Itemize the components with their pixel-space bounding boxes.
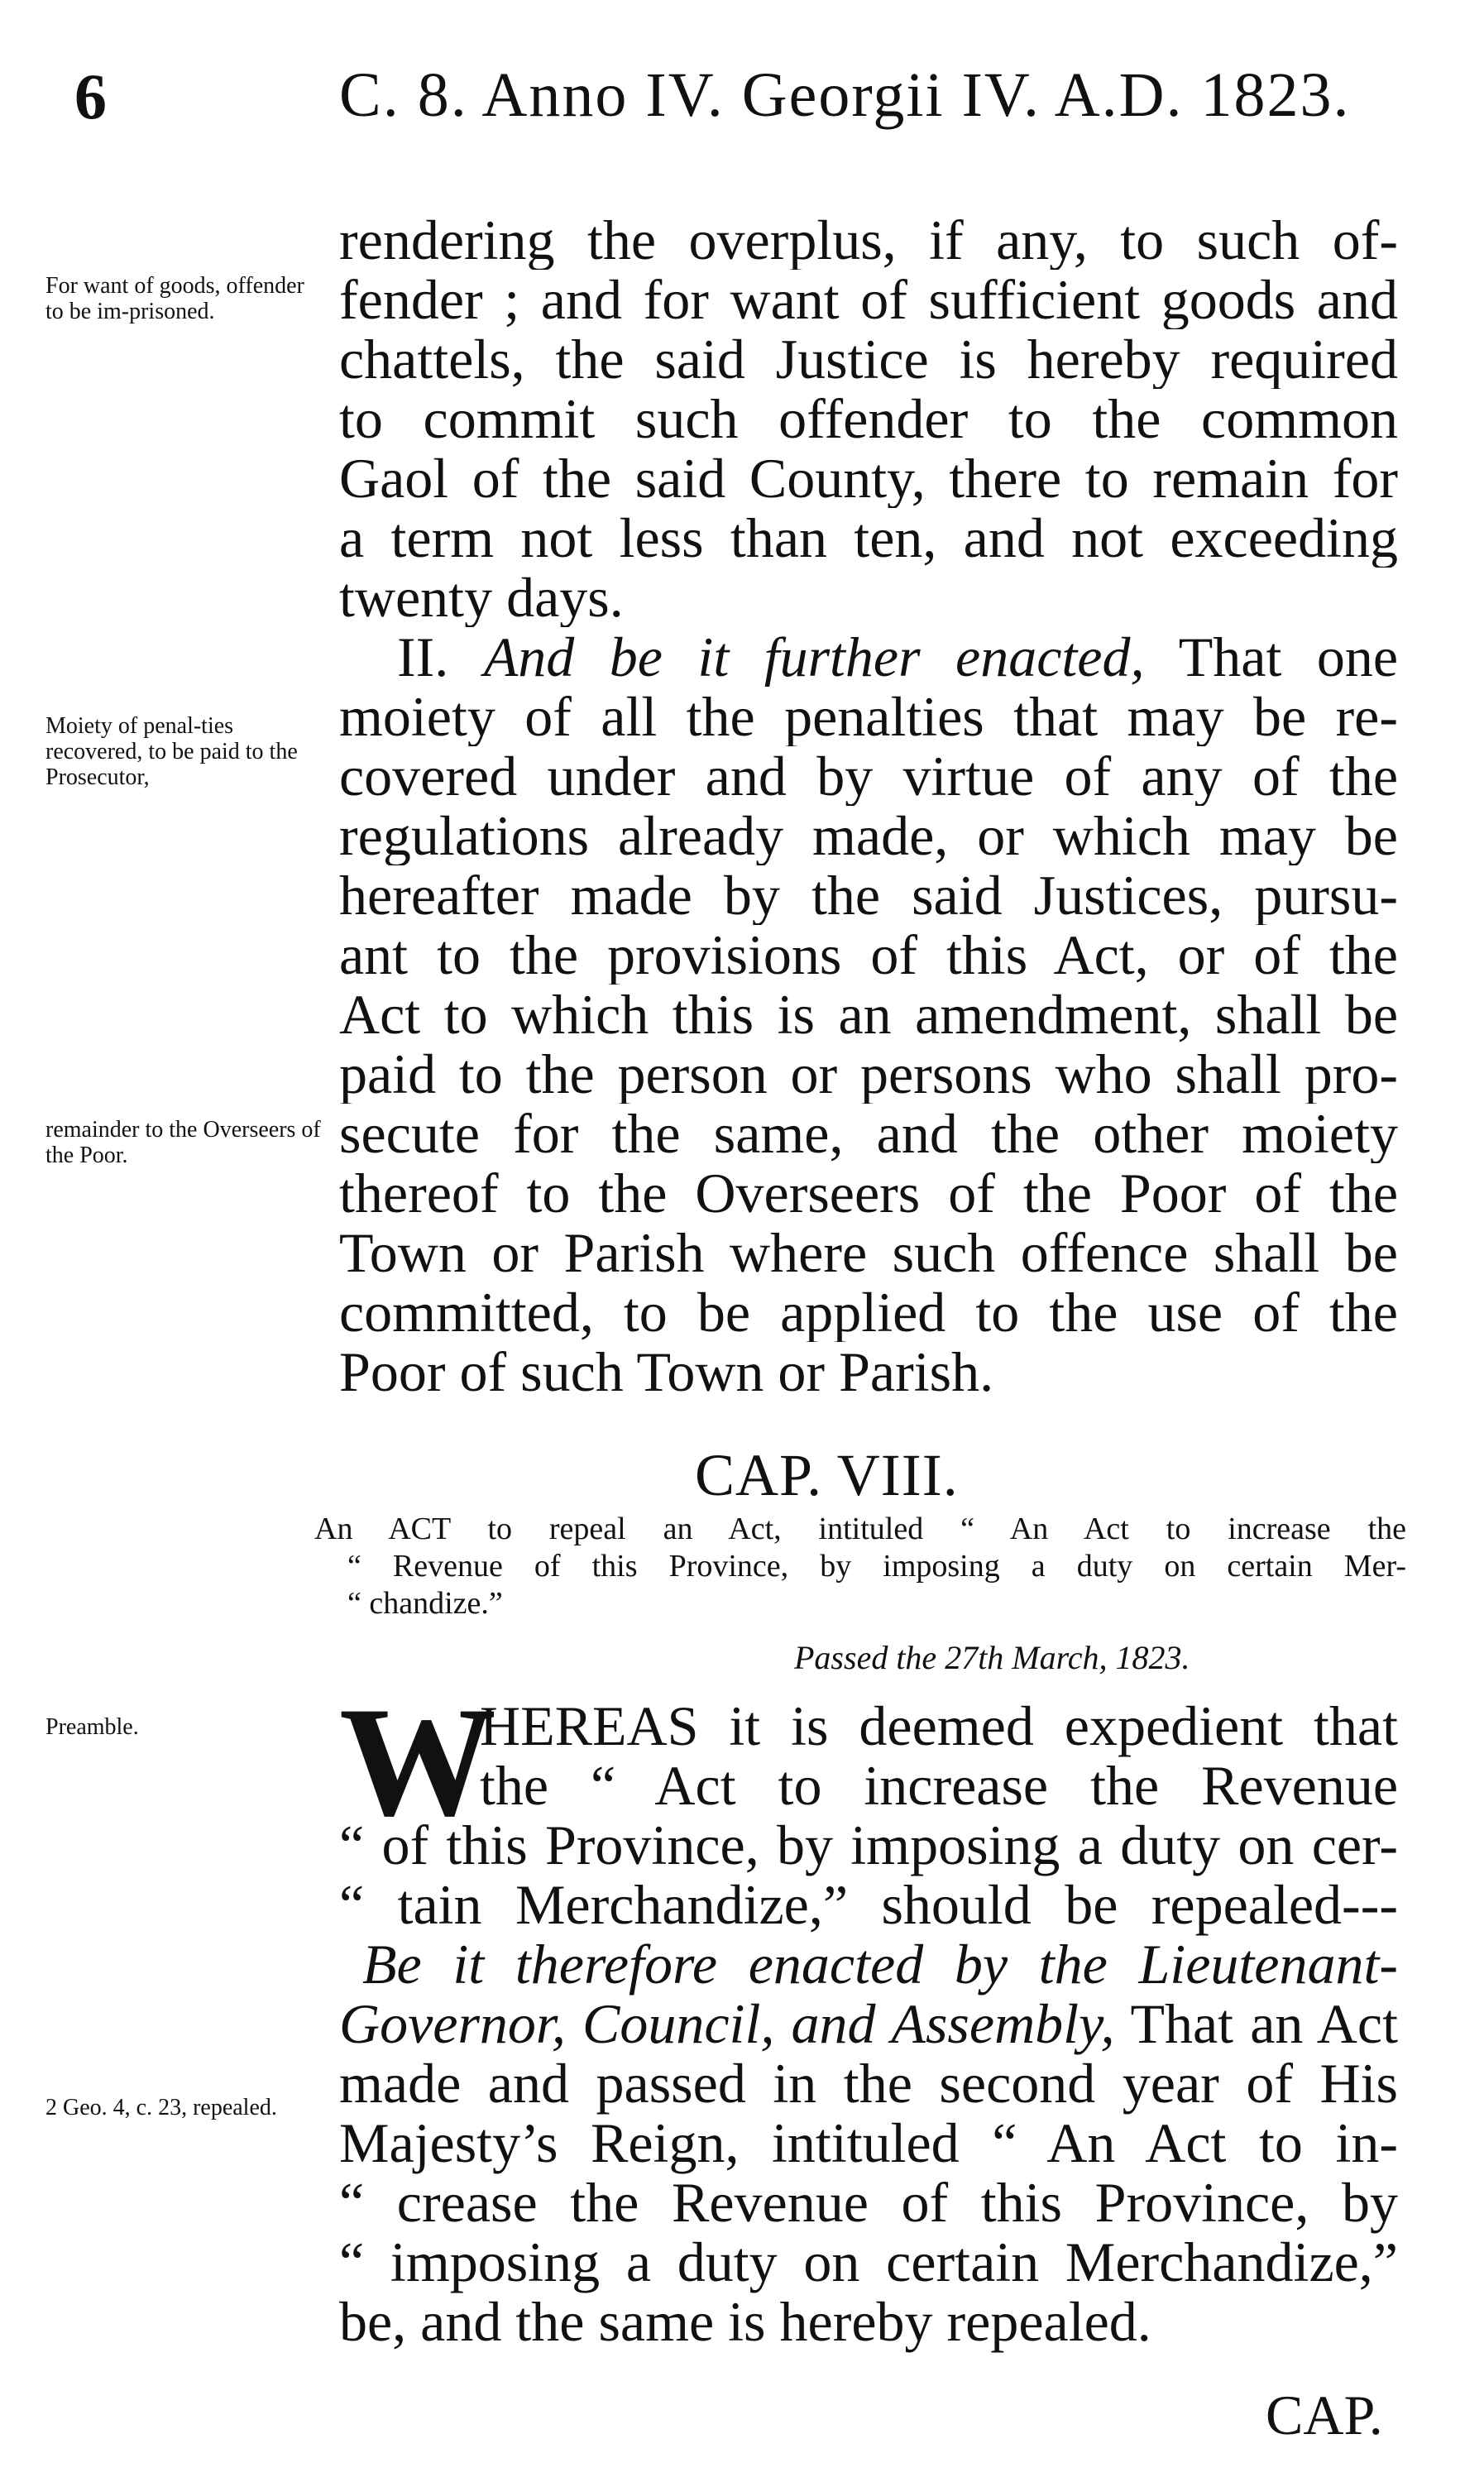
text-line: “ imposing a duty on certain Merchandize,”: [339, 2230, 1398, 2293]
enacting-line: [339, 1934, 1398, 1994]
text-line: secute for the same, and the other moiety: [339, 1104, 1398, 1163]
text-line: be, and the same is hereby repealed.: [339, 2290, 1151, 2353]
enacting-line: [339, 1994, 1398, 2053]
text-line: paid to the person or persons who shall pro-: [339, 1044, 1398, 1104]
text-line: rendering the overplus, if any, to such of-: [339, 210, 1398, 270]
drop-cap: W: [339, 1675, 496, 1849]
text-line: thereof to the Overseers of the Poor of the: [339, 1163, 1398, 1223]
enacting-rest: That an Act: [1130, 1992, 1398, 2055]
running-head: C. 8. Anno IV. Georgii IV. A.D. 1823.: [339, 60, 1351, 130]
passed-date: Passed the 27th March, 1823.: [794, 1639, 1190, 1676]
text-line: HEREAS it is deemed expedient that: [480, 1694, 1398, 1757]
section-1-text: [339, 210, 1398, 627]
preamble-text: [339, 1675, 1398, 2353]
text-line: “ tain Merchandize,” should be repealed---: [339, 1873, 1398, 1936]
text-line: Town or Parish where such offence shall be: [339, 1223, 1398, 1282]
text-line: the “ Act to increase the Revenue: [480, 1754, 1398, 1817]
act-title-line: “ Revenue of this Province, by imposing a duty on certain Mer-: [347, 1549, 1406, 1584]
enacting-clause: Be it therefore enacted by the Lieutenant-: [362, 1933, 1398, 1996]
enacting-clause: Governor, Council, and Assembly,: [339, 1992, 1115, 2055]
page-number: 6: [74, 60, 107, 132]
catchword: CAP.: [1266, 2384, 1383, 2446]
text-line: “ of this Province, by imposing a duty on cer-: [339, 1814, 1398, 1876]
section-numeral: II.: [397, 627, 449, 687]
text-line: Act to which this is an amendment, shall be: [339, 985, 1398, 1044]
text-line: fender ; and for want of sufficient goods and: [339, 270, 1398, 329]
margin-note: 2 Geo. 4, c. 23, repealed.: [45, 2095, 277, 2120]
act-title-line: “ chandize.”: [347, 1586, 503, 1621]
section-2-text: [339, 627, 1398, 1402]
margin-note: For want of goods, offender to be im-prisoned.: [45, 273, 304, 324]
text-line: made and passed in the second year of His: [339, 2052, 1398, 2115]
text-line: Poor of such Town or Parish.: [339, 1342, 994, 1402]
text-line: moiety of all the penalties that may be re-: [339, 687, 1398, 746]
text-line: “ crease the Revenue of this Province, by: [339, 2171, 1398, 2234]
text-line: chattels, the said Justice is hereby required: [339, 329, 1398, 389]
text-line: hereafter made by the said Justices, pursu-: [339, 865, 1398, 925]
text-line: Gaol of the said County, there to remain for: [339, 448, 1398, 508]
act-title-line: An ACT to repeal an Act, intituled “ An Act to increase the: [314, 1512, 1406, 1546]
act-title: [314, 1511, 1406, 1622]
margin-note: Moiety of penal-ties recovered, to be paid to the Prosecutor,: [45, 713, 298, 790]
text-line: twenty days.: [339, 568, 624, 627]
page-header: [74, 60, 1431, 159]
intro-rest: That one: [1178, 627, 1398, 687]
text-line: to commit such offender to the common: [339, 389, 1398, 448]
text-line: ant to the provisions of this Act, or of the: [339, 925, 1398, 985]
section-2-intro: [339, 627, 1398, 687]
text-line: Majesty’s Reign, intituled “ An Act to in-: [339, 2111, 1398, 2174]
margin-note: remainder to the Overseers of the Poor.: [45, 1117, 321, 1168]
chapter-title: CAP. VIII.: [695, 1442, 959, 1508]
text-line: covered under and by virtue of any of the: [339, 746, 1398, 806]
margin-note: Preamble.: [45, 1714, 139, 1740]
enacting-clause: And be it further enacted,: [483, 627, 1145, 687]
text-line: committed, to be applied to the use of the: [339, 1282, 1398, 1342]
text-line: regulations already made, or which may be: [339, 806, 1398, 865]
text-line: a term not less than ten, and not exceeding: [339, 508, 1398, 568]
